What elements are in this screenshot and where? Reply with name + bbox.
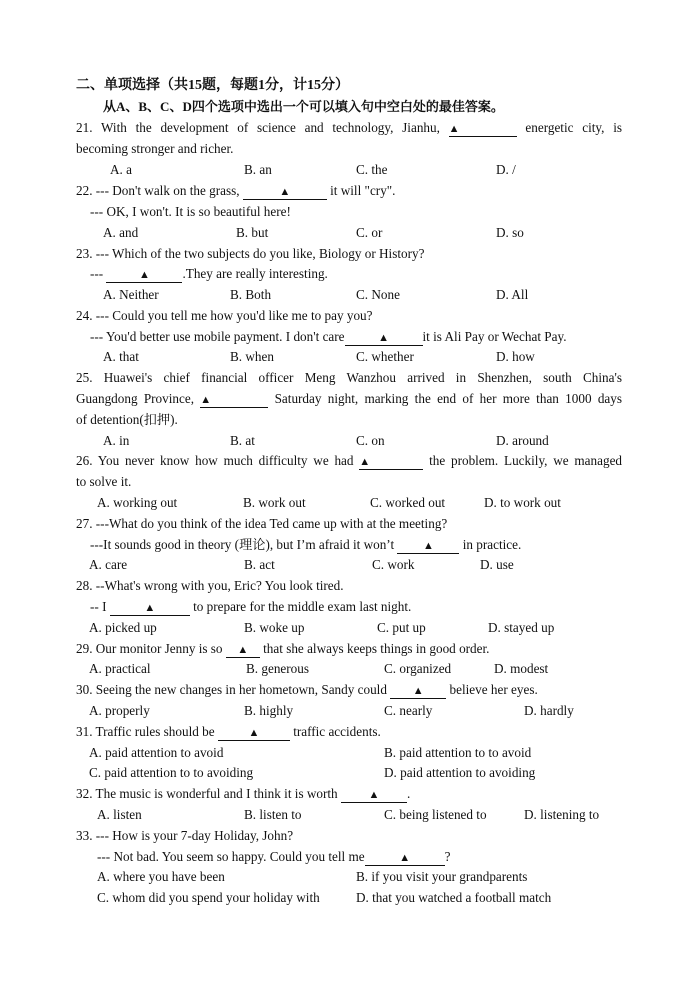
q33-line1: 33. --- How is your 7-day Holiday, John? <box>76 828 294 843</box>
q32-line1: 32. The music is wonderful and I think it is worth ▲ . <box>76 786 411 801</box>
q21-line1: 21. With the development of science and technology, Jianhu, ▲ energetic city, is <box>76 120 622 135</box>
q25-line2: Guangdong Province, ▲ Saturday night, marking the end of her more than 1000 days <box>76 391 623 406</box>
q31-option-d[interactable]: D. paid attention to avoiding <box>384 765 536 780</box>
q25-line1: 25. Huawei's chief financial officer Meng Wanzhou arrived in Shenzhen, south China's <box>76 370 622 385</box>
answer-blank[interactable]: ▲ <box>200 392 268 408</box>
q22-option-b[interactable]: B. but <box>236 225 269 240</box>
q25-option-c[interactable]: C. on <box>356 433 385 448</box>
q32-option-b[interactable]: B. listen to <box>244 807 302 822</box>
q31-option-c[interactable]: C. paid attention to to avoiding <box>89 765 254 780</box>
q26-option-c[interactable]: C. worked out <box>370 495 446 510</box>
q29-option-a[interactable]: A. practical <box>89 661 151 676</box>
answer-blank[interactable]: ▲ <box>449 121 517 137</box>
answer-blank[interactable]: ▲ <box>106 267 182 283</box>
q29-option-b[interactable]: B. generous <box>246 661 309 676</box>
q29-option-c[interactable]: C. organized <box>384 661 452 676</box>
answer-blank[interactable]: ▲ <box>226 642 260 658</box>
q33-option-b[interactable]: B. if you visit your grandparents <box>356 869 528 884</box>
q26-line1: 26. You never know how much difficulty we had ▲ the problem. Luckily, we managed <box>76 453 623 468</box>
answer-blank[interactable]: ▲ <box>341 787 407 803</box>
answer-blank[interactable]: ▲ <box>243 184 327 200</box>
q31-option-b[interactable]: B. paid attention to to avoid <box>384 745 532 760</box>
q28-line1: 28. --What's wrong with you, Eric? You look tired. <box>76 578 344 593</box>
q33-line2: --- Not bad. You seem so happy. Could you tell me ▲ ? <box>97 849 451 864</box>
q25-option-a[interactable]: A. in <box>103 433 130 448</box>
q27-option-c[interactable]: C. work <box>372 557 415 572</box>
q22-line1: 22. --- Don't walk on the grass, ▲ it will "cry". <box>76 183 396 198</box>
q28-option-c[interactable]: C. put up <box>377 620 426 635</box>
q21-line2: becoming stronger and richer. <box>76 141 234 156</box>
q24-option-d[interactable]: D. how <box>496 349 535 364</box>
q23-option-d[interactable]: D. All <box>496 287 529 302</box>
q29-line1: 29. Our monitor Jenny is so ▲ that she always keeps things in good order. <box>76 641 490 656</box>
q30-option-d[interactable]: D. hardly <box>524 703 574 718</box>
q33-option-d[interactable]: D. that you watched a football match <box>356 890 552 905</box>
q21-option-a[interactable]: A. a <box>110 162 132 177</box>
q23-option-c[interactable]: C. None <box>356 287 400 302</box>
q30-option-a[interactable]: A. properly <box>89 703 150 718</box>
q24-option-a[interactable]: A. that <box>103 349 139 364</box>
q30-option-b[interactable]: B. highly <box>244 703 294 718</box>
q22-option-c[interactable]: C. or <box>356 225 383 240</box>
q29-option-d[interactable]: D. modest <box>494 661 549 676</box>
q22-option-d[interactable]: D. so <box>496 225 524 240</box>
answer-blank[interactable]: ▲ <box>110 600 190 616</box>
q27-option-d[interactable]: D. use <box>480 557 514 572</box>
q24-line2: --- You'd better use mobile payment. I don't care ▲ it is Ali Pay or Wechat Pay. <box>90 329 567 344</box>
q33-option-a[interactable]: A. where you have been <box>97 869 225 884</box>
q26-option-d[interactable]: D. to work out <box>484 495 561 510</box>
q30-line1: 30. Seeing the new changes in her hometown, Sandy could ▲ believe her eyes. <box>76 682 538 697</box>
q32-option-a[interactable]: A. listen <box>97 807 142 822</box>
q28-option-d[interactable]: D. stayed up <box>488 620 555 635</box>
answer-blank[interactable]: ▲ <box>345 330 423 346</box>
q23-option-a[interactable]: A. Neither <box>103 287 159 302</box>
answer-blank[interactable]: ▲ <box>397 538 459 554</box>
q32-option-c[interactable]: C. being listened to <box>384 807 487 822</box>
q30-option-c[interactable]: C. nearly <box>384 703 433 718</box>
q27-line1: 27. ---What do you think of the idea Ted came up with at the meeting? <box>76 516 448 531</box>
q31-option-a[interactable]: A. paid attention to avoid <box>89 745 224 760</box>
q27-option-a[interactable]: A. care <box>89 557 128 572</box>
answer-blank[interactable]: ▲ <box>218 725 290 741</box>
q25-line3: of detention(扣押). <box>76 412 178 427</box>
answer-blank[interactable]: ▲ <box>365 850 445 866</box>
q23-option-b[interactable]: B. Both <box>230 287 272 302</box>
q21-option-b[interactable]: B. an <box>244 162 272 177</box>
q23-line2: --- ▲ .They are really interesting. <box>90 266 328 281</box>
q26-line2: to solve it. <box>76 474 132 489</box>
q24-option-c[interactable]: C. whether <box>356 349 414 364</box>
q21-option-d[interactable]: D. / <box>496 162 516 177</box>
q28-option-b[interactable]: B. woke up <box>244 620 305 635</box>
q26-option-a[interactable]: A. working out <box>97 495 178 510</box>
answer-blank[interactable]: ▲ <box>390 683 446 699</box>
instruction: 从A、B、C、D四个选项中选出一个可以填入句中空白处的最佳答案。 <box>103 99 504 114</box>
q28-option-a[interactable]: A. picked up <box>89 620 157 635</box>
q26-option-b[interactable]: B. work out <box>243 495 306 510</box>
q28-answer-line: -- I ▲ to prepare for the middle exam last night. <box>90 599 412 614</box>
section-title: 二、单项选择（共15题，每题1分，计15分） <box>76 78 349 93</box>
q25-option-b[interactable]: B. at <box>230 433 255 448</box>
q22-option-a[interactable]: A. and <box>103 225 139 240</box>
q24-option-b[interactable]: B. when <box>230 349 274 364</box>
q23-line1: 23. --- Which of the two subjects do you like, Biology or History? <box>76 246 425 261</box>
q24-line1: 24. --- Could you tell me how you'd like me to pay you? <box>76 308 373 323</box>
q33-option-c[interactable]: C. whom did you spend your holiday with <box>97 890 320 905</box>
q32-option-d[interactable]: D. listening to <box>524 807 600 822</box>
q27-line2: ---It sounds good in theory (理论), but I’m afraid it won’t ▲ in practice. <box>90 537 522 552</box>
q31-line1: 31. Traffic rules should be ▲ traffic accidents. <box>76 724 381 739</box>
q21-option-c[interactable]: C. the <box>356 162 388 177</box>
q22-line2: --- OK, I won't. It is so beautiful here! <box>90 204 291 219</box>
q27-option-b[interactable]: B. act <box>244 557 275 572</box>
q25-option-d[interactable]: D. around <box>496 433 549 448</box>
answer-blank[interactable]: ▲ <box>359 454 423 470</box>
